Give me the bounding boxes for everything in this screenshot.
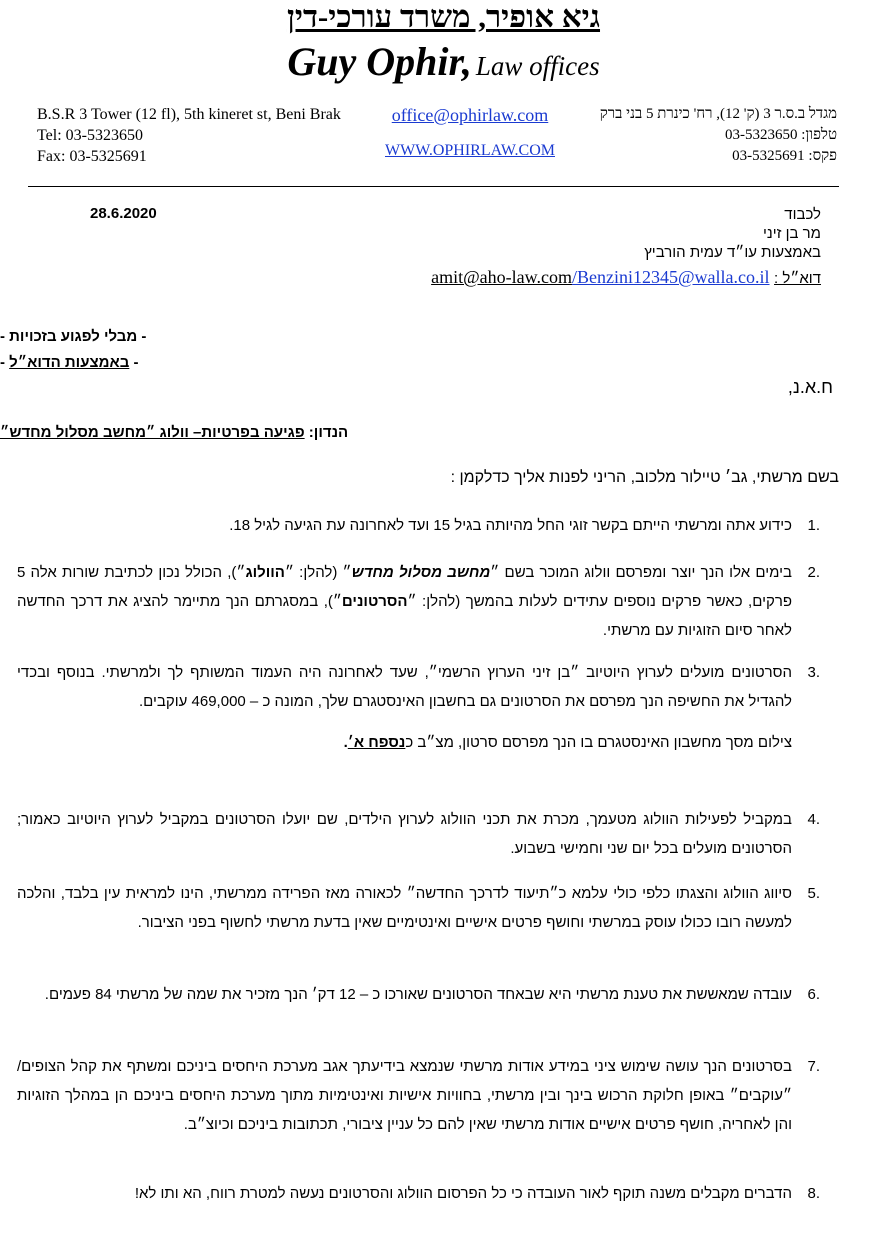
list-item (17, 511, 820, 540)
email-separator: / (571, 267, 577, 287)
item-number: 8. (807, 1185, 820, 1202)
list-item (17, 1052, 820, 1139)
email-line (431, 266, 821, 290)
annex-post: . (343, 734, 348, 751)
item-text: הדברים מקבלים משנה תוקף לאור העובדה כי כל הפרסום הוולוג והסרטונים נעשה למטרת רווח, הא ותו לא! (134, 1185, 792, 1202)
item-2-part-4: ״), במסגרתם הנך מתיימר להציג את דרכך החדשה לאחר סיום הזוגיות עם מרשתי. (17, 593, 792, 639)
email-label: דוא״ל : (774, 270, 821, 287)
item-text: הסרטונים מועלים לערוץ היוטיוב ״בן זיני הערוץ הרשמי״, שעד לאחרונה היה העמוד המשותף לך ולמרשתי. בנוסף ובכדי להגדיל את החשיפה הנך מפרסם את הסרטונים גם בחשבון האינסטגרם שלך, המונה כ – 469,000 עוקבים. (17, 664, 792, 710)
list-item (17, 980, 820, 1009)
item-number: 4. (807, 811, 820, 828)
firm-name-english (0, 38, 887, 85)
notice-2-underlined: באמצעות הדוא״ל (9, 354, 130, 371)
fax-en: Fax: 03-5325691 (37, 148, 147, 165)
item-number: 3. (807, 664, 820, 681)
item-text (17, 558, 792, 645)
contact-hebrew (600, 104, 837, 167)
item-text: סיווג הוולוג והצגתו כלפי כולי עלמא כ״תיעוד לדרכך החדשה״ לכאורה מאז הפרידה ממרשתי, הינו למראית עין בלבד, והלכה למעשה רובו ככולו עוסק במרשתי וחושף פרטים אישיים ואינטימיים שאין בדעת מרשתי לחשוף בפני הציבור. (17, 885, 792, 931)
item-text: כידוע אתה ומרשתי הייתם בקשר זוגי החל מהיותה בגיל 15 ועד לאחרונה עת הגיעה לגיל 18. (229, 517, 792, 534)
list-item (17, 1179, 820, 1208)
defined-term-vlog: הוולוג (245, 564, 285, 581)
subject-line (0, 424, 612, 441)
recipient-email-2[interactable]: amit@aho-law.com (431, 267, 572, 287)
intro-paragraph: בשם מרשתי, גב׳ טיילור מלכוב, הריני לפנות אליך כדלקמן : (450, 469, 839, 486)
email-link[interactable]: office@ophirlaw.com (391, 105, 549, 125)
greeting: ח.א.נ, (787, 377, 833, 397)
notice-via-email (0, 350, 606, 376)
item-number: 1. (807, 517, 820, 534)
item-text: במקביל לפעילות הוולוג מטעמך, מכרת את תכני הוולוג לערוץ הילדים, שם יועלו הסרטונים במקביל לערוץ היוטיוב כאמור; הסרטונים מועלים בכל יום שני וחמישי בשבוע. (17, 811, 792, 857)
item-2-part-1: בימים אלו הנך יוצר ומפרסם וולוג המוכר בשם ״ (490, 564, 792, 581)
address-he: מגדל ב.ס.ר 3 (ק' 12), רח' כינרת 5 בני ברק (599, 106, 837, 122)
annex-pre: צילום מסך מחשבון האינסטגרם בו הנך מפרסם סרטון, מצ״ב כ (405, 734, 792, 751)
recipient-email-1[interactable]: Benzini12345@walla.co.il (576, 267, 770, 287)
item-number: 7. (807, 1058, 820, 1075)
website-link[interactable]: WWW.OPHIRLAW.COM (385, 142, 555, 159)
vlog-name: מחשב מסלול מחדש (351, 564, 491, 581)
item-2-part-2: ״ (להלן: ״ (284, 564, 352, 581)
defined-term-videos: הסרטונים (341, 593, 408, 610)
letter-date: 28.6.2020 (90, 205, 157, 222)
list-item (17, 805, 820, 863)
via-attorney: באמצעות עו״ד עמית הורביץ (644, 244, 821, 261)
notice-2-suffix: - (0, 354, 10, 371)
tel-en: Tel: 03-5323650 (37, 127, 143, 144)
tel-he: טלפון: 03-5323650 (724, 127, 837, 143)
notice-2-prefix: - (129, 354, 139, 371)
subject-label: הנדון: (308, 424, 349, 441)
recipient-name: מר בן זיני (762, 225, 821, 242)
header-divider (28, 186, 839, 187)
firm-name-en-main: Guy Ophir, (287, 39, 472, 84)
item-2-part-3: ״), הכולל נכון לכתיבת שורות אלה 5 פרקים, כאשר פרקים נוספים עתידים לעלות בהמשך (להלן: ״ (17, 564, 792, 610)
notice-block (0, 324, 606, 376)
item-text: עובדה שמאששת את טענת מרשתי היא שבאחד הסרטונים שאורכו כ – 12 דק׳ הנך מזכיר את שמה של מרשתי 84 פעמים. (44, 986, 792, 1003)
recipient-block (644, 205, 821, 262)
item-text: בסרטונים הנך עושה שימוש ציני במידע אודות מרשתי שנמצא בידיעתך אגב מערכת היחסים ביניכם ומשתף את קהל הצופים/״עוקבים״ באופן חלוקת הרכוש בינך ובין מרשתי, בחוויות אישיות ואינטימיות מתוך מערכת היחסים ביניכם הן במהלך הזוגיות והן לאחריה, חושף פרטים אישיים אודות מרשתי שאין להם כל עניין ציבורי, תכתובות ביניכם וכיוצ״ב. (17, 1058, 792, 1133)
list-item (17, 658, 820, 757)
firm-name-en-suffix: Law offices (475, 51, 600, 81)
item-number: 5. (807, 885, 820, 902)
contact-english (37, 104, 341, 167)
contact-web (370, 104, 570, 162)
item-number: 2. (807, 564, 820, 581)
annex-label: נספח א׳ (347, 734, 406, 751)
fax-he: פקס: 03-5325691 (732, 148, 837, 164)
address-en: B.S.R 3 Tower (12 fl), 5th kineret st, Beni Brak (37, 106, 341, 123)
firm-name-hebrew: גיא אופיר, משרד עורכי-דין (286, 0, 601, 34)
subject-text: פגיעה בפרטיות– וולוג ״מחשב מסלול מחדש״ (0, 424, 305, 441)
annex-reference (17, 728, 792, 757)
list-item (17, 879, 820, 937)
item-number: 6. (807, 986, 820, 1003)
list-item (17, 558, 820, 645)
to-label: לכבוד (784, 206, 821, 223)
notice-without-prejudice: - מבלי לפגוע בזכויות - (0, 328, 147, 345)
